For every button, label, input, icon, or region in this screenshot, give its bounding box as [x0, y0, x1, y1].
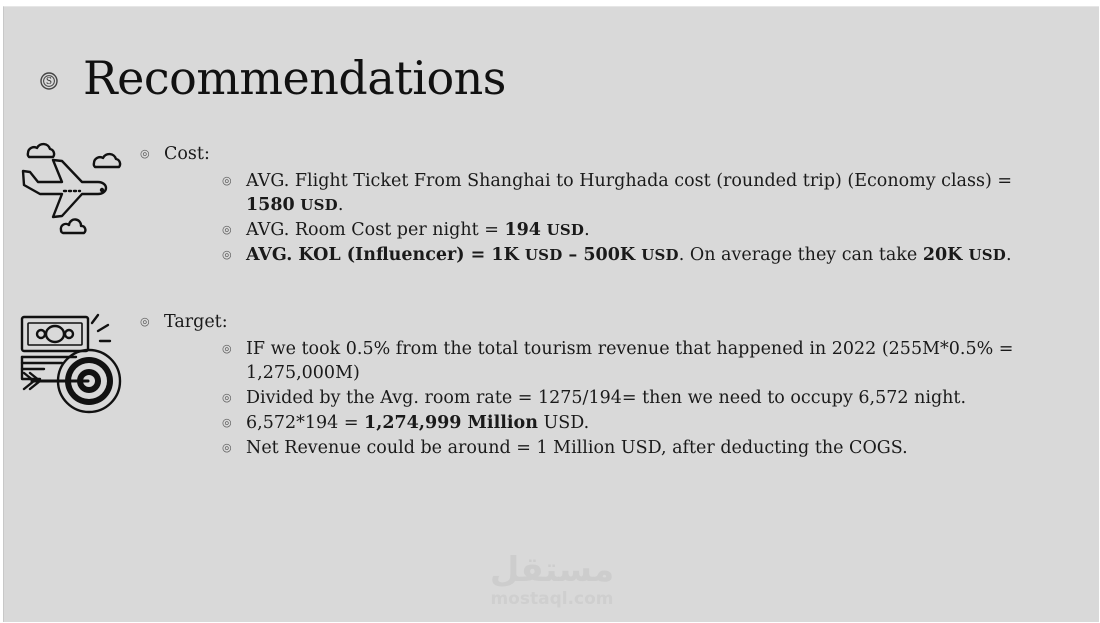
bullet-icon: ◎ [222, 248, 232, 261]
bullet-icon: ◎ [222, 174, 232, 187]
flight-cost-value: 1580 [246, 195, 295, 215]
kol-dash: – 500K [562, 245, 642, 265]
cost-label-item [140, 144, 210, 164]
bullet-icon: ◎ [140, 147, 150, 160]
slide [3, 6, 1099, 622]
title-bullet-icon [39, 71, 59, 91]
bullet-icon: ◎ [222, 342, 232, 355]
watermark [484, 551, 620, 609]
target-item-4-text: Net Revenue could be around = 1 Million USD, after deducting the COGS. [246, 438, 908, 458]
room-cost-unit: USD [546, 221, 585, 239]
cost-label: Cost: [164, 144, 210, 164]
kol-end: . [1006, 245, 1012, 265]
target-item-1 [222, 337, 1076, 385]
kol-label: AVG. KOL (Influencer) = 1K [246, 245, 525, 265]
money-target-icon [18, 313, 128, 419]
kol-unit-3: USD [968, 246, 1006, 264]
watermark-latin: mostaql.com [490, 589, 614, 609]
flight-cost-item [222, 169, 1076, 217]
room-cost-text: AVG. Room Cost per night = [246, 220, 505, 240]
page-title: Recommendations [83, 51, 506, 105]
kol-unit-2: USD [641, 246, 679, 264]
target-item-4 [222, 436, 1076, 460]
target-label-item [140, 312, 228, 332]
bullet-icon: ◎ [222, 391, 232, 404]
flight-cost-unit: USD [300, 196, 338, 214]
flight-cost-end: . [337, 195, 344, 215]
watermark-arabic: مستقل [489, 550, 615, 590]
target-item-2-text: Divided by the Avg. room rate = 1275/194= then we need to occupy 6,572 night. [246, 388, 967, 408]
target-label: Target: [164, 312, 228, 332]
airplane-clouds-icon [18, 135, 128, 239]
room-cost-value: 194 [504, 220, 541, 240]
target-item-3 [222, 411, 1076, 435]
bullet-icon: ◎ [222, 223, 232, 236]
flight-cost-text: AVG. Flight Ticket From Shanghai to Hurghada cost (rounded trip) (Economy class) = [246, 171, 1013, 191]
target-item-3-bold: 1,274,999 Million [364, 413, 538, 433]
bullet-icon: ◎ [222, 441, 232, 454]
kol-avg: 20K [922, 245, 969, 265]
svg-text:S: S [45, 77, 53, 88]
room-cost-item [222, 218, 1076, 242]
kol-mid: . On average they can take [678, 245, 923, 265]
kol-unit-1: USD [524, 246, 563, 264]
bullet-icon: ◎ [140, 315, 150, 328]
target-item-3-post: USD. [537, 413, 590, 433]
kol-cost-item [222, 243, 1076, 267]
target-item-1-text: IF we took 0.5% from the total tourism revenue that happened in 2022 (255M*0.5% = 1,275,000M) [246, 339, 1014, 383]
target-item-2 [222, 386, 1076, 410]
room-cost-end: . [584, 220, 590, 240]
bullet-icon: ◎ [222, 416, 232, 429]
target-item-3-pre: 6,572*194 = [246, 413, 365, 433]
